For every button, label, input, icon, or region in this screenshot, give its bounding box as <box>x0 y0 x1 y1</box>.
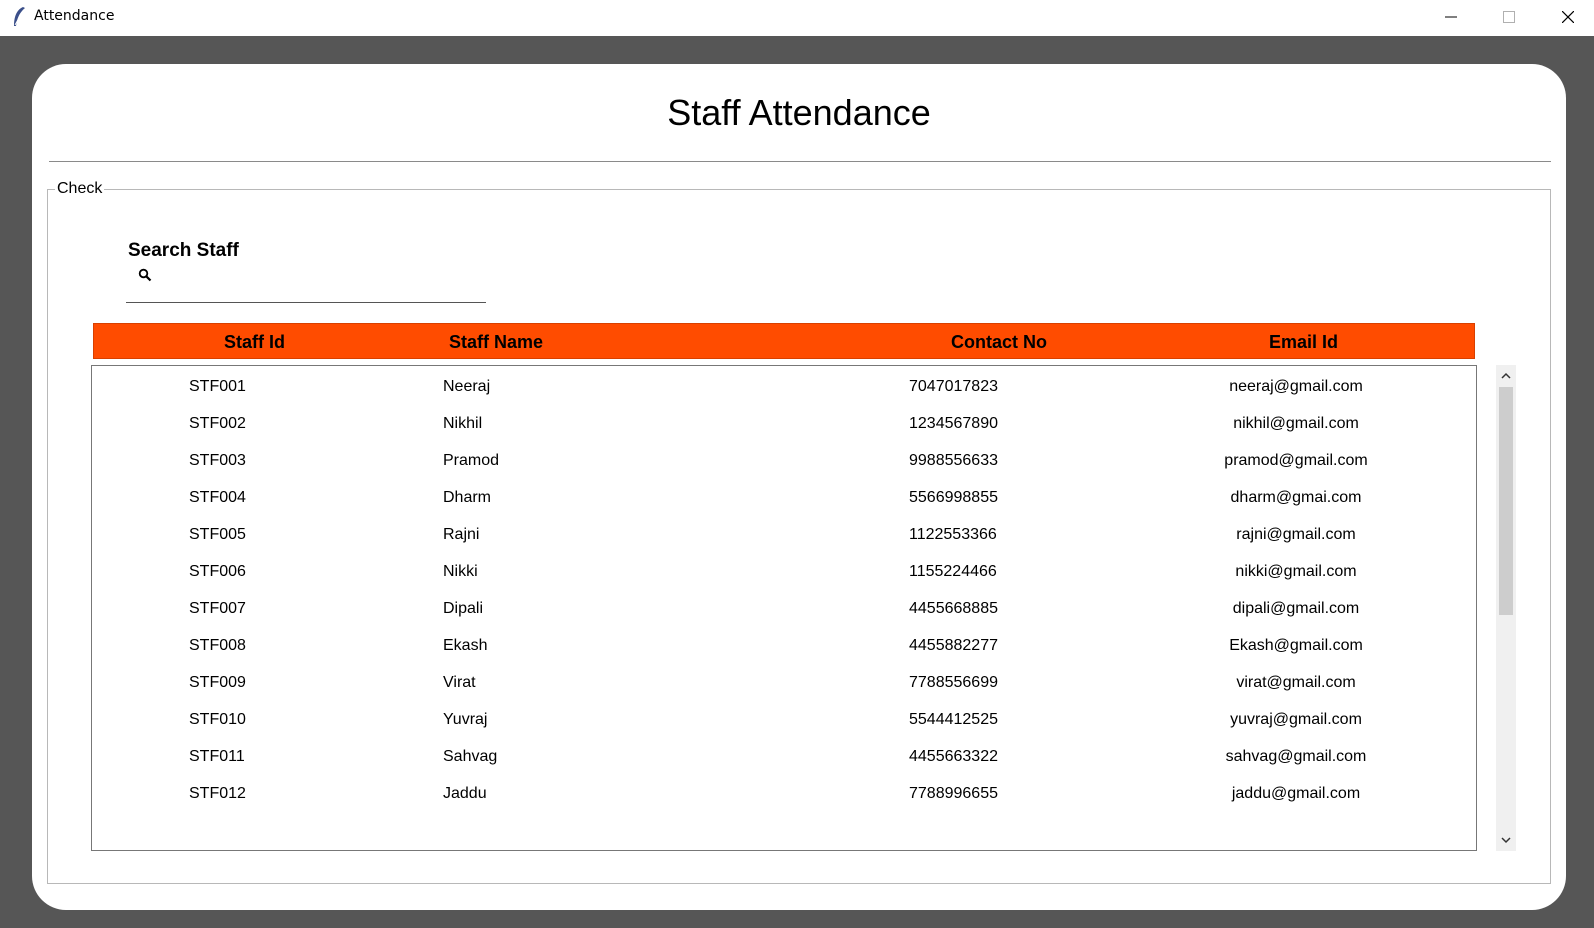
cell-staff-name: Yuvraj <box>443 711 488 728</box>
cell-staff-id: STF010 <box>189 711 246 728</box>
title-bar <box>0 0 1594 36</box>
cell-staff-name: Dharm <box>443 489 492 506</box>
divider <box>49 161 1551 162</box>
cell-email-id: sahvag@gmail.com <box>1225 748 1367 765</box>
cell-contact-no: 7047017823 <box>909 378 998 395</box>
cell-contact-no: 5566998855 <box>909 489 998 506</box>
cell-email-id: dharm@gmai.com <box>1230 489 1362 506</box>
cell-email-id: rajni@gmail.com <box>1236 526 1356 543</box>
cell-staff-name: Jaddu <box>443 785 487 802</box>
cell-contact-no: 4455663322 <box>909 748 998 765</box>
column-header-contact-no[interactable]: Contact No <box>951 332 1047 352</box>
table-row[interactable] <box>92 627 1476 664</box>
cell-email-id: jaddu@gmail.com <box>1231 785 1361 802</box>
cell-staff-name: Virat <box>443 674 476 691</box>
column-header-staff-name[interactable]: Staff Name <box>449 332 544 352</box>
maximize-icon <box>1503 11 1515 23</box>
cell-staff-name: Neeraj <box>443 378 491 395</box>
cell-staff-id: STF001 <box>189 378 246 395</box>
table-row[interactable] <box>92 701 1476 738</box>
cell-email-id: dipali@gmail.com <box>1232 600 1360 617</box>
scroll-down-button[interactable] <box>1496 831 1516 849</box>
cell-staff-name: Ekash <box>443 637 488 654</box>
cell-staff-name: Nikki <box>443 563 478 580</box>
cell-contact-no: 1234567890 <box>909 415 998 432</box>
cell-contact-no: 4455668885 <box>909 600 998 617</box>
table-row[interactable] <box>92 738 1476 775</box>
cell-staff-id: STF007 <box>189 600 246 617</box>
chevron-down-icon <box>1501 836 1511 844</box>
cell-staff-id: STF011 <box>189 748 245 765</box>
search-underline <box>126 302 486 303</box>
cell-contact-no: 7788996655 <box>909 785 998 802</box>
cell-contact-no: 7788556699 <box>909 674 998 691</box>
column-header-staff-id[interactable]: Staff Id <box>224 332 285 352</box>
maximize-button[interactable] <box>1486 0 1532 34</box>
staff-table <box>91 365 1477 851</box>
cell-staff-name: Nikhil <box>443 415 483 432</box>
cell-email-id: virat@gmail.com <box>1236 674 1356 691</box>
cell-staff-id: STF012 <box>189 785 246 802</box>
cell-email-id: pramod@gmail.com <box>1224 452 1368 469</box>
table-header <box>93 323 1475 359</box>
cell-staff-id: STF008 <box>189 637 246 654</box>
minimize-button[interactable] <box>1428 0 1474 34</box>
search-input[interactable] <box>158 264 478 286</box>
minimize-icon <box>1445 11 1457 23</box>
cell-staff-id: STF002 <box>189 415 246 432</box>
table-row[interactable] <box>92 516 1476 553</box>
cell-contact-no: 1155224466 <box>909 563 997 580</box>
scroll-up-button[interactable] <box>1496 367 1516 385</box>
cell-staff-id: STF006 <box>189 563 246 580</box>
vertical-scrollbar[interactable] <box>1496 365 1516 851</box>
cell-staff-id: STF004 <box>189 489 246 506</box>
cell-staff-name: Pramod <box>443 452 500 469</box>
cell-staff-name: Rajni <box>443 526 480 543</box>
main-card <box>32 64 1566 910</box>
cell-staff-name: Sahvag <box>443 748 498 765</box>
window-title: Attendance <box>34 8 115 24</box>
table-row[interactable] <box>92 479 1476 516</box>
close-icon <box>1562 11 1574 23</box>
table-row[interactable] <box>92 590 1476 627</box>
cell-contact-no: 5544412525 <box>909 711 998 728</box>
cell-email-id: nikki@gmail.com <box>1235 563 1357 580</box>
cell-email-id: Ekash@gmail.com <box>1229 637 1363 654</box>
search-icon <box>138 268 152 282</box>
cell-staff-name: Dipali <box>443 600 484 617</box>
cell-contact-no: 4455882277 <box>909 637 998 654</box>
cell-email-id: yuvraj@gmail.com <box>1230 711 1362 728</box>
cell-email-id: neeraj@gmail.com <box>1229 378 1363 395</box>
table-row[interactable] <box>92 442 1476 479</box>
column-header-email-id[interactable]: Email Id <box>1269 332 1339 352</box>
page-title: Staff Attendance <box>667 92 931 133</box>
close-button[interactable] <box>1545 0 1591 34</box>
check-frame-label: Check <box>57 180 103 197</box>
cell-staff-id: STF005 <box>189 526 246 543</box>
cell-staff-id: STF009 <box>189 674 246 691</box>
cell-email-id: nikhil@gmail.com <box>1233 415 1359 432</box>
search-label: Search Staff <box>128 240 239 261</box>
cell-contact-no: 1122553366 <box>909 526 997 543</box>
table-row[interactable] <box>92 405 1476 442</box>
scrollbar-thumb[interactable] <box>1499 387 1513 615</box>
table-row[interactable] <box>92 775 1476 812</box>
cell-contact-no: 9988556633 <box>909 452 998 469</box>
table-row[interactable] <box>92 664 1476 701</box>
chevron-up-icon <box>1501 372 1511 380</box>
table-row[interactable] <box>92 553 1476 590</box>
feather-icon <box>10 6 28 28</box>
cell-staff-id: STF003 <box>189 452 246 469</box>
table-row[interactable] <box>92 368 1476 405</box>
